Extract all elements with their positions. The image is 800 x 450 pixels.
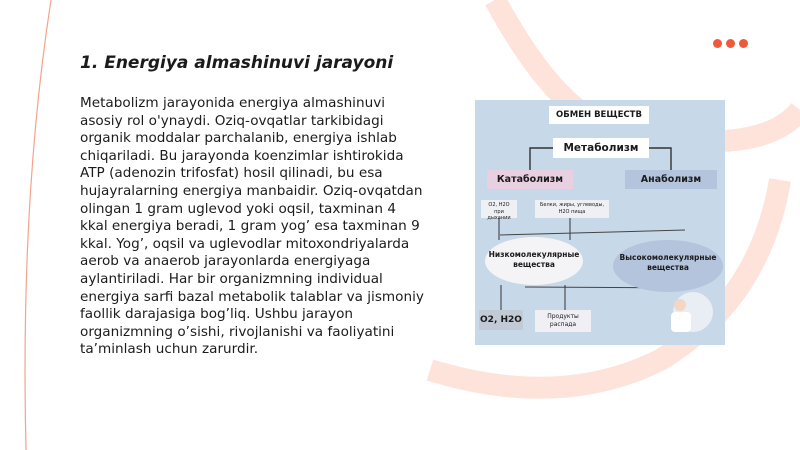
catabolism-box: Катаболизм xyxy=(487,170,573,189)
food-label: Белки, жиры, углеводы, H2O пища xyxy=(535,200,609,218)
metabolism-diagram xyxy=(475,100,725,345)
dot-icon xyxy=(726,39,735,48)
menu-dots xyxy=(713,39,748,48)
metabolism-box: Метаболизм xyxy=(553,138,649,158)
diagram-arrows xyxy=(475,100,725,345)
low-molecular-ellipse: Низкомолекулярные вещества xyxy=(485,237,583,285)
o2-h2o-box: O2, H2O xyxy=(479,310,523,330)
respiration-label: O2, H2O при дыхании xyxy=(481,200,517,218)
decay-products-box: Продукты распада xyxy=(535,310,591,332)
anabolism-box: Анаболизм xyxy=(625,170,717,189)
slide-body-text: Metabolizm jarayonida energiya almashinuvi asosiy rol o'ynaydi. Oziq-ovqatlar tarkibidagi organik moddalar parchalanib, energiya ishlab chiqariladi. Bu jarayonda koenzimlar ishtirokida ATP (adenozin trifosfat) hosil qilinadi, bu esa hujayralarning energiya manbaidir. Oziq-ovqatdan olingan 1 gram uglevod yoki oqsil, taxminan 4 kkal energiya beradi, 1 gram yog’ esa taxminan 9 kkal. Yog’, oqsil va uglevodlar mitoxondriyalarda aerob va anaerob jarayonlarda energiyaga aylantiriladi. Har bir organizmning individual energiya sarfi bazal metabolik talablar va jismoniy faollik darajasiga bog’liq. Ushbu jarayon organizmning o’sishi, rivojlanishi va faoliyatini ta’minlash uchun zarurdir. xyxy=(80,95,424,358)
dot-icon xyxy=(739,39,748,48)
slide-title: 1. Energiya almashinuvi jarayoni xyxy=(80,53,394,73)
dot-icon xyxy=(713,39,722,48)
high-molecular-ellipse: Высокомолекулярные вещества xyxy=(613,240,723,292)
diagram-header: ОБМЕН ВЕЩЕСТВ xyxy=(549,106,649,124)
